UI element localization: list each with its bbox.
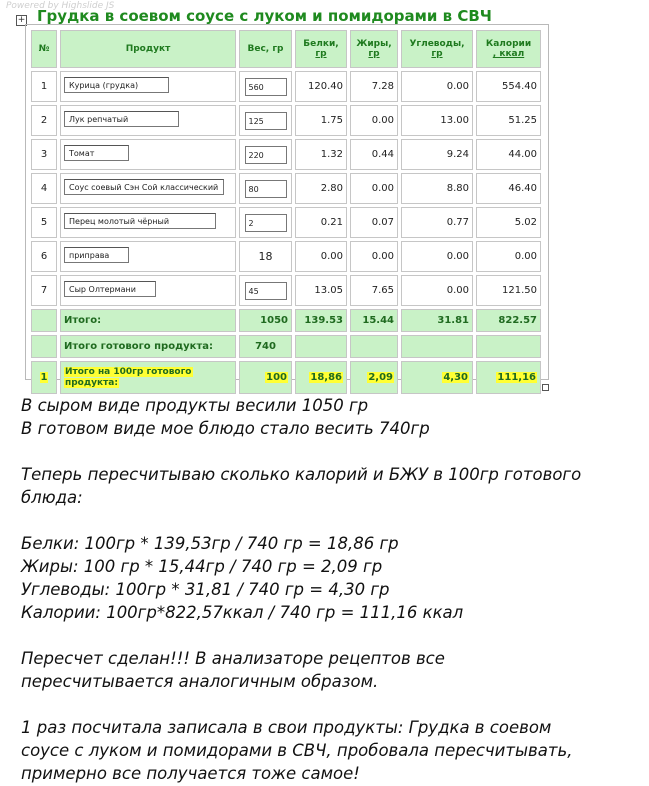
per100-label-a: Итого на 100гр готового: [65, 366, 192, 377]
paragraph-line: Калории: 100гр*822,57ккал / 740 гр = 111,16 ккал: [21, 603, 464, 622]
total-ready-empty: [295, 335, 347, 358]
row-kcal: 121.50: [476, 275, 541, 306]
paragraph-line: Жиры: 100 гр * 15,44гр / 740 гр = 2,09 гр: [21, 557, 383, 576]
per100-protein-text: 18,86: [310, 372, 342, 383]
row-weight: [239, 275, 292, 306]
row-carbs: 13.00: [401, 105, 473, 136]
row-weight: [239, 173, 292, 204]
total-kcal: 822.57: [476, 309, 541, 332]
header-idx: №: [31, 30, 57, 68]
header-carbs-a: Углеводы,: [409, 39, 465, 49]
paragraph-line: В сыром виде продукты весили 1050 гр: [21, 396, 369, 415]
plus-box-icon[interactable]: +: [17, 15, 26, 25]
paragraph-line: примерно все получается тоже самое!: [21, 764, 360, 783]
row-protein: 13.05: [295, 275, 347, 306]
row-weight: [239, 71, 292, 102]
row-idx: 3: [31, 139, 57, 170]
row-carbs: 0.00: [401, 241, 473, 272]
header-protein-a: Белки,: [303, 39, 339, 49]
row-product: [60, 241, 236, 272]
weight-input[interactable]: 45: [245, 282, 287, 300]
row-kcal: 0.00: [476, 241, 541, 272]
row-fat: 7.28: [350, 71, 398, 102]
header-fat-b: гр: [368, 49, 380, 59]
product-input[interactable]: Перец молотый чёрный: [64, 213, 216, 229]
row-idx: 4: [31, 173, 57, 204]
row-product: [60, 207, 236, 238]
table-row: [31, 71, 541, 102]
row-kcal: 44.00: [476, 139, 541, 170]
header-protein-b: гр: [315, 49, 327, 59]
per100-weight-text: 100: [266, 372, 287, 383]
row-kcal: 5.02: [476, 207, 541, 238]
row-product: [60, 139, 236, 170]
product-input[interactable]: Лук репчатый: [64, 111, 179, 127]
paragraph-line: Пересчет сделан!!! В анализаторе рецептов все: [21, 649, 445, 668]
total-label: Итого:: [60, 309, 236, 332]
weight-input[interactable]: 125: [245, 112, 287, 130]
row-carbs: 9.24: [401, 139, 473, 170]
header-weight: [239, 30, 292, 68]
paragraph-line: Углеводы: 100гр * 31,81 / 740 гр = 4,30 гр: [21, 580, 390, 599]
header-fat-a: Жиры,: [356, 39, 392, 49]
total-protein: 139.53: [295, 309, 347, 332]
per100-row: [31, 361, 541, 394]
paragraph-line: 1 раз посчитала записала в свои продукты: Грудка в соевом: [21, 718, 552, 737]
header-weight-label: Вес, гр: [247, 44, 284, 54]
per100-label: [60, 361, 236, 394]
row-weight: [239, 139, 292, 170]
total-row: [31, 309, 541, 332]
header-kcal-b: , ккал: [492, 49, 525, 59]
row-idx: 1: [31, 71, 57, 102]
total-ready-empty: [476, 335, 541, 358]
paragraph-line: В готовом виде мое блюдо стало весить 740гр: [21, 419, 430, 438]
paragraph-line: Теперь пересчитываю сколько калорий и БЖУ в 100гр готового: [21, 465, 582, 484]
row-fat: 0.00: [350, 105, 398, 136]
row-product: [60, 71, 236, 102]
table-row: [31, 207, 541, 238]
row-idx: 6: [31, 241, 57, 272]
per100-carbs: [401, 361, 473, 394]
row-kcal: 554.40: [476, 71, 541, 102]
table-row: [31, 173, 541, 204]
recipe-table: [28, 27, 544, 397]
total-ready-weight: 740: [239, 335, 292, 358]
product-input[interactable]: приправа: [64, 247, 129, 263]
weight-input[interactable]: 220: [245, 146, 287, 164]
row-protein: 1.32: [295, 139, 347, 170]
product-input[interactable]: Курица (грудка): [64, 77, 169, 93]
table-row: [31, 275, 541, 306]
row-product: [60, 275, 236, 306]
row-kcal: 46.40: [476, 173, 541, 204]
header-protein: [295, 30, 347, 68]
row-fat: 0.00: [350, 173, 398, 204]
per100-kcal: [476, 361, 541, 394]
table-row: [31, 139, 541, 170]
row-product: [60, 173, 236, 204]
row-fat: 0.44: [350, 139, 398, 170]
total-ready-label: Итого готового продукта:: [60, 335, 236, 358]
row-weight: 18: [239, 241, 292, 272]
header-carbs: [401, 30, 473, 68]
row-idx: 2: [31, 105, 57, 136]
header-kcal: [476, 30, 541, 68]
product-input[interactable]: Соус соевый Сэн Сой классический: [64, 179, 224, 195]
row-carbs: 0.77: [401, 207, 473, 238]
watermark: Powered by Highslide JS: [6, 1, 115, 11]
weight-input[interactable]: 560: [245, 78, 287, 96]
per100-fat-text: 2,09: [368, 372, 393, 383]
table-row: [31, 105, 541, 136]
paragraph-line: соусе с луком и помидорами в СВЧ, пробовала пересчитывать,: [21, 741, 573, 760]
total-weight: 1050: [239, 309, 292, 332]
total-fat: 15.44: [350, 309, 398, 332]
row-product: [60, 105, 236, 136]
row-carbs: 0.00: [401, 275, 473, 306]
row-protein: 1.75: [295, 105, 347, 136]
row-kcal: 51.25: [476, 105, 541, 136]
per100-weight: [239, 361, 292, 394]
header-kcal-a: Калории: [485, 39, 532, 49]
paragraph-line: Белки: 100гр * 139,53гр / 740 гр = 18,86 гр: [21, 534, 399, 553]
row-protein: 120.40: [295, 71, 347, 102]
total-ready-empty: [401, 335, 473, 358]
row-carbs: 8.80: [401, 173, 473, 204]
weight-input[interactable]: 2: [245, 214, 287, 232]
total-carbs: 31.81: [401, 309, 473, 332]
row-fat: 0.07: [350, 207, 398, 238]
total-ready-idx: [31, 335, 57, 358]
row-protein: 2.80: [295, 173, 347, 204]
row-fat: 7.65: [350, 275, 398, 306]
header-carbs-b: гр: [431, 49, 443, 59]
row-weight: [239, 207, 292, 238]
product-input[interactable]: Томат: [64, 145, 129, 161]
total-ready-empty: [350, 335, 398, 358]
per100-fat: [350, 361, 398, 394]
per100-idx: [31, 361, 57, 394]
per100-idx-text: 1: [40, 372, 48, 383]
total-ready-row: [31, 335, 541, 358]
weight-input[interactable]: 80: [245, 180, 287, 198]
total-idx: [31, 309, 57, 332]
table-row: [31, 241, 541, 272]
per100-label-b: продукта:: [65, 377, 118, 388]
per100-protein: [295, 361, 347, 394]
page-title: Грудка в соевом соусе с луком и помидорами в СВЧ: [37, 7, 492, 25]
paragraph-line: пересчитывается аналогичным образом.: [21, 672, 379, 691]
header-fat: [350, 30, 398, 68]
row-idx: 7: [31, 275, 57, 306]
per100-kcal-text: 111,16: [497, 372, 536, 383]
per100-carbs-text: 4,30: [443, 372, 468, 383]
header-product: Продукт: [60, 30, 236, 68]
table-header: [31, 30, 541, 68]
row-fat: 0.00: [350, 241, 398, 272]
paragraph-line: блюда:: [21, 488, 83, 507]
row-protein: 0.00: [295, 241, 347, 272]
row-protein: 0.21: [295, 207, 347, 238]
row-weight: [239, 105, 292, 136]
product-input[interactable]: Сыр Олтермани: [64, 281, 156, 297]
row-carbs: 0.00: [401, 71, 473, 102]
row-idx: 5: [31, 207, 57, 238]
